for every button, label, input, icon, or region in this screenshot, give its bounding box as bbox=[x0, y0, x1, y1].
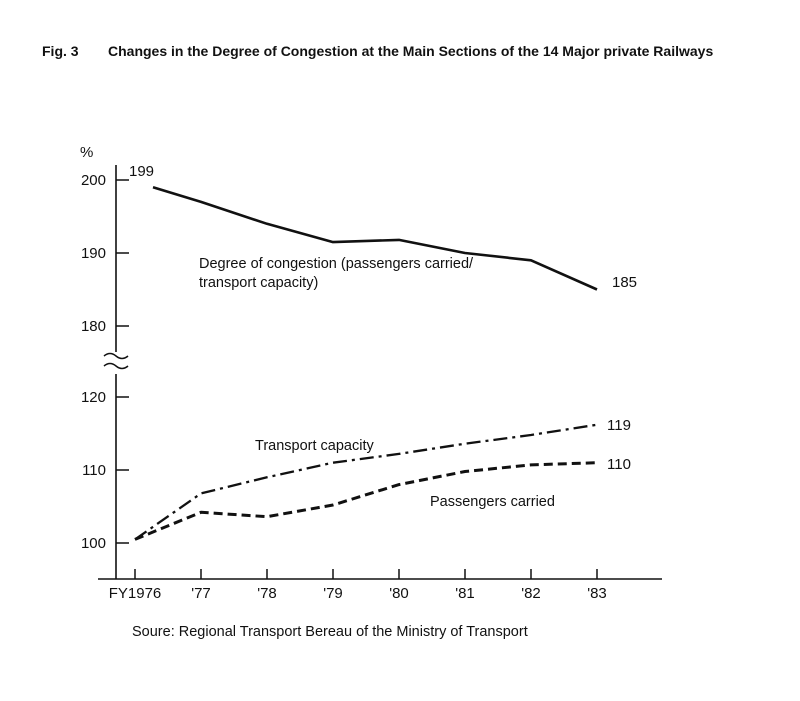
x-tick-label: '77 bbox=[191, 585, 211, 602]
y-tick-label: 110 bbox=[82, 462, 106, 479]
axes bbox=[80, 144, 662, 602]
y-tick-label: 200 bbox=[80, 172, 106, 189]
figure-source: Soure: Regional Transport Bereau of the Ministry of Transport bbox=[132, 624, 528, 640]
y-tick-label: 180 bbox=[80, 318, 106, 335]
series-end-label: 185 bbox=[612, 274, 638, 291]
x-tick-label: '80 bbox=[389, 585, 409, 602]
chart-labels bbox=[129, 163, 637, 510]
figure-number: Fig. 3 bbox=[42, 43, 79, 59]
x-tick-label: FY1976 bbox=[108, 585, 162, 602]
series-end-label: 119 bbox=[607, 417, 631, 434]
series-name-label: Transport capacity bbox=[255, 438, 374, 454]
figure-title: Changes in the Degree of Congestion at the Main Sections of the 14 Major private Railways bbox=[108, 43, 714, 59]
y-axis-label: % bbox=[80, 144, 94, 161]
y-axis-break-mark bbox=[104, 364, 128, 369]
x-tick-label: '81 bbox=[455, 585, 475, 602]
x-tick-label: '79 bbox=[323, 585, 343, 602]
series-name-label: transport capacity) bbox=[199, 275, 319, 291]
x-tick-label: '82 bbox=[521, 585, 541, 602]
series-name-label: Degree of congestion (passengers carried/ bbox=[199, 256, 474, 272]
x-tick-label: '83 bbox=[587, 585, 607, 602]
x-tick-label: '78 bbox=[257, 585, 277, 602]
series-lines bbox=[135, 187, 597, 539]
series-start-label: 199 bbox=[129, 163, 155, 180]
series-name-label: Passengers carried bbox=[430, 494, 555, 510]
y-tick-label: 120 bbox=[80, 389, 106, 406]
y-tick-label: 190 bbox=[80, 245, 106, 262]
y-tick-label: 100 bbox=[80, 535, 106, 552]
y-axis-break-mark bbox=[104, 354, 128, 359]
series-end-label: 110 bbox=[607, 456, 631, 473]
